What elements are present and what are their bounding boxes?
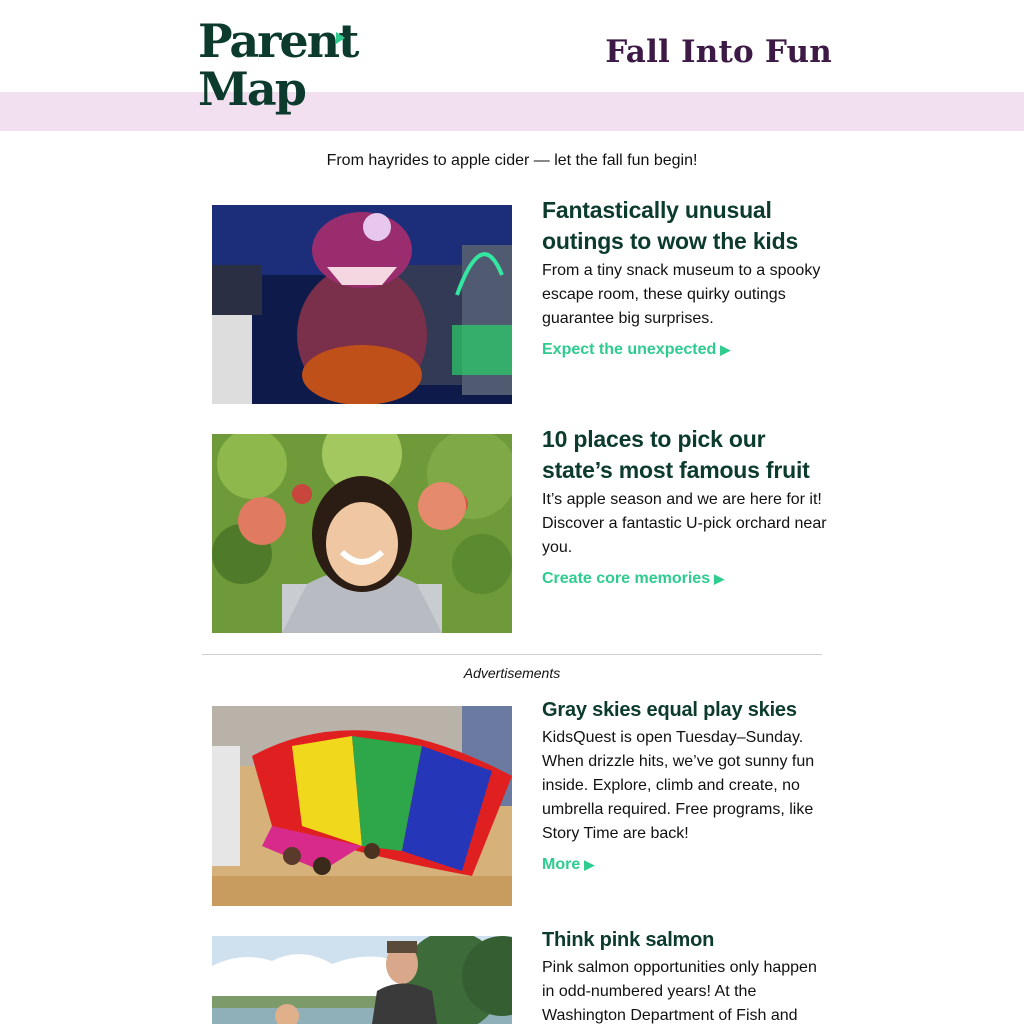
expect-the-unexpected-link[interactable] — [542, 341, 730, 359]
play-arrow-icon: ▶ — [720, 342, 731, 357]
email-header — [0, 0, 1024, 92]
create-core-memories-link[interactable] — [542, 570, 724, 588]
ad-title[interactable]: Think pink salmon — [542, 929, 715, 951]
newsletter-title: Fall Into Fun — [605, 34, 832, 70]
article-image-dinosaur[interactable] — [212, 205, 512, 404]
ad-image-parachute[interactable] — [212, 706, 512, 906]
section-divider — [202, 654, 822, 655]
more-link[interactable] — [542, 856, 594, 874]
article-body: From a tiny snack museum to a spooky escape room, these quirky outings guarantee big surprises. — [542, 262, 821, 327]
pink-header-band — [0, 92, 1024, 131]
cta-label: Create core memories — [542, 570, 711, 587]
logo-word-map: Map — [198, 62, 305, 116]
cta-label: More — [542, 856, 581, 873]
logo-triangle-icon — [336, 32, 345, 44]
article-title[interactable]: Fantastically unusual outings to wow the kids — [542, 197, 799, 254]
ad-title[interactable]: Gray skies equal play skies — [542, 699, 797, 721]
play-arrow-icon: ▶ — [584, 857, 595, 872]
play-arrow-icon: ▶ — [714, 571, 725, 586]
intro-text: From hayrides to apple cider — let the fall fun begin! — [326, 152, 698, 169]
parentmap-logo[interactable] — [198, 16, 358, 120]
article-body: It’s apple season and we are here for it! Discover a fantastic U-pick orchard near you. — [542, 491, 827, 556]
logo-word-parent: Parent — [198, 14, 358, 68]
ad-image-fishing[interactable] — [212, 936, 512, 1024]
ad-body: Pink salmon opportunities only happen in odd-numbered years! At the Washington Department of Fish and — [542, 959, 817, 1024]
article-image-apple-picking[interactable] — [212, 434, 512, 633]
ad-body: KidsQuest is open Tuesday–Sunday. When drizzle hits, we’ve got sunny fun inside. Explore, climb and create, no umbrella required. Free programs, like Story Time are back! — [542, 729, 815, 842]
advertisements-label: Advertisements — [463, 665, 561, 681]
article-title[interactable]: 10 places to pick our state’s most famous fruit — [542, 426, 810, 483]
cta-label: Expect the unexpected — [542, 341, 717, 358]
